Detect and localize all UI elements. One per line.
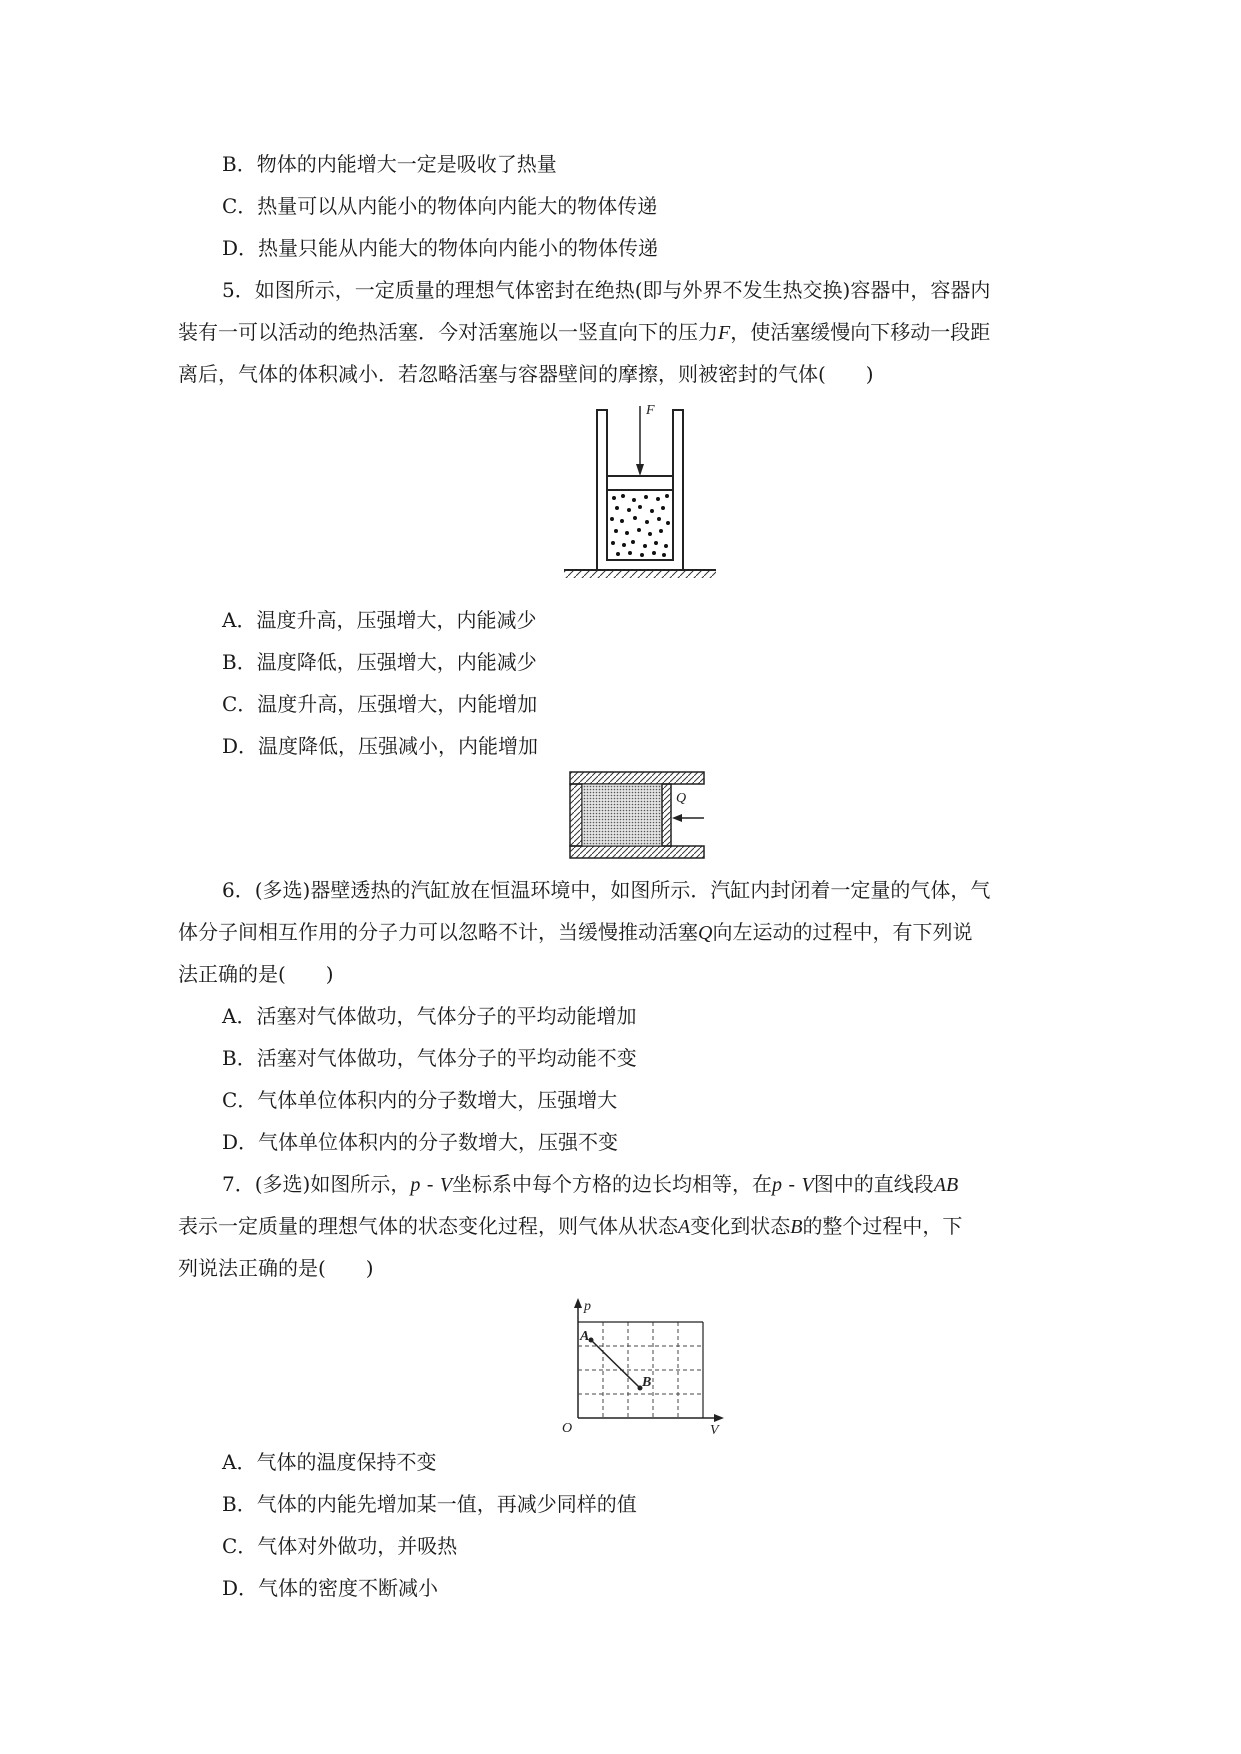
q6-stem-line2: 体分子间相互作用的分子力可以忽略不计，当缓慢推动活塞Q向左运动的过程中，有下列说 — [178, 920, 973, 944]
q6-option-a: A．活塞对气体做功，气体分子的平均动能增加 — [222, 1004, 637, 1028]
q5-stem-line3: 离后，气体的体积减小．若忽略活塞与容器壁间的摩擦，则被密封的气体( ) — [178, 362, 874, 386]
origin-label: O — [562, 1421, 573, 1434]
grid — [578, 1322, 703, 1418]
q4-option-c: C．热量可以从内能小的物体向内能大的物体传递 — [222, 194, 658, 218]
q4-option-b: B．物体的内能增大一定是吸收了热量 — [222, 152, 557, 176]
q5-option-b: B．温度降低，压强增大，内能减少 — [222, 650, 537, 674]
q6-option-b: B．活塞对气体做功，气体分子的平均动能不变 — [222, 1046, 637, 1070]
q7-option-d: D．气体的密度不断减小 — [222, 1576, 439, 1600]
v-axis-label: V — [710, 1423, 719, 1434]
p-axis-label: p — [584, 1299, 591, 1314]
q6-option-c: C．气体单位体积内的分子数增大，压强增大 — [222, 1088, 618, 1112]
q7-stem-line2: 表示一定质量的理想气体的状态变化过程，则气体从状态A变化到状态B的整个过程中，下 — [178, 1214, 963, 1238]
q5-cylinder-figure — [560, 400, 720, 580]
q5-stem-line2: 装有一可以活动的绝热活塞．今对活塞施以一竖直向下的压力F，使活塞缓慢向下移动一段距 — [178, 320, 991, 344]
q6-stem-line1: 6．(多选)器壁透热的汽缸放在恒温环境中，如图所示．汽缸内封闭着一定量的气体，气 — [222, 878, 991, 902]
point-a-label: A — [580, 1329, 590, 1344]
q7-option-b: B．气体的内能先增加某一值，再减少同样的值 — [222, 1492, 637, 1516]
point-b-label: B — [642, 1375, 652, 1390]
q5-stem-line1: 5．如图所示，一定质量的理想气体密封在绝热(即与外界不发生热交换)容器中，容器内 — [222, 278, 991, 302]
q5-option-a: A．温度升高，压强增大，内能减少 — [222, 608, 537, 632]
q4-option-d: D．热量只能从内能大的物体向内能小的物体传递 — [222, 236, 659, 260]
q7-pv-diagram — [560, 1294, 730, 1434]
q6-stem-line3: 法正确的是( ) — [178, 962, 334, 986]
q7-option-c: C．气体对外做功，并吸热 — [222, 1534, 458, 1558]
gas-molecules — [610, 494, 670, 557]
q7-stem-line1: 7．(多选)如图所示，p - V坐标系中每个方格的边长均相等，在p - V图中的直线段AB — [222, 1172, 959, 1196]
q5-option-d: D．温度降低，压强减小，内能增加 — [222, 734, 539, 758]
q5-option-c: C．温度升高，压强增大，内能增加 — [222, 692, 538, 716]
q7-stem-line3: 列说法正确的是( ) — [178, 1256, 374, 1280]
q6-option-d: D．气体单位体积内的分子数增大，压强不变 — [222, 1130, 619, 1154]
q7-option-a: A．气体的温度保持不变 — [222, 1450, 437, 1474]
q6-piston-label: Q — [676, 791, 687, 806]
segment-ab — [591, 1340, 640, 1388]
q6-cylinder-figure — [568, 770, 708, 860]
q5-force-label: F — [646, 403, 655, 418]
